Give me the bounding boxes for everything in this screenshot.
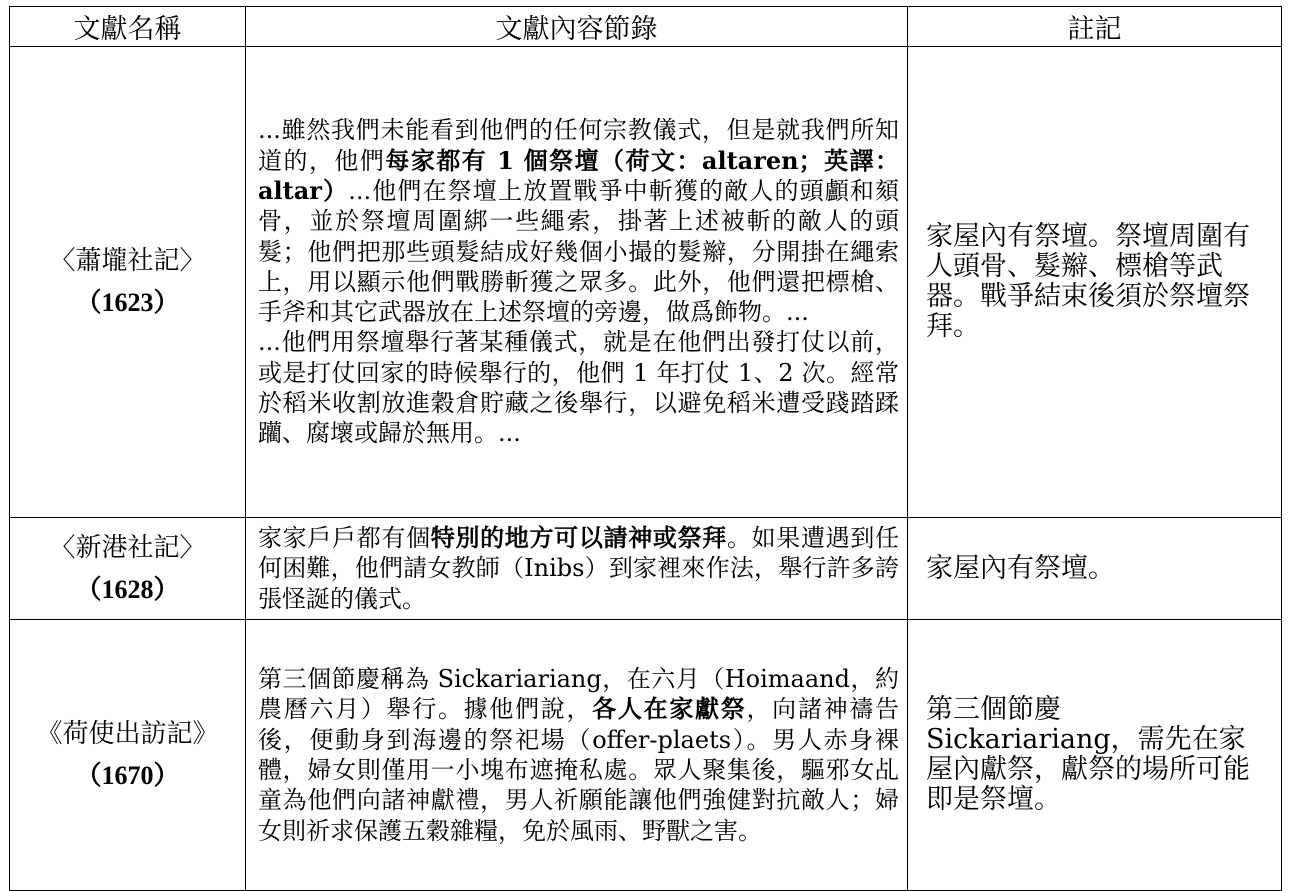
document-title: 〈蕭壠社記〉 — [49, 246, 206, 276]
document-title: 〈新港社記〉 — [49, 532, 206, 563]
literature-table — [9, 6, 1282, 891]
excerpt-text: 家家戶戶都有個 — [258, 524, 431, 553]
document-name-cell — [10, 620, 246, 891]
note-cell — [908, 47, 1282, 518]
header-content-excerpt: 文獻內容節錄 — [246, 7, 908, 47]
excerpt-text: 。如果遭遇到任何困難，他們請女教師（Inibs）到家裡來作法，舉行許多誇張怪誕的儀式。 — [258, 524, 900, 613]
note-cell — [908, 620, 1282, 891]
content-excerpt-cell — [246, 518, 908, 620]
table-row — [10, 620, 1282, 891]
document-title: 《荷使出訪記》 — [36, 719, 219, 749]
excerpt-text: ...他們在祭壇上放置戰爭中斬獲的敵人的頭顱和頦骨，並於祭壇周圍綁一些繩索，掛著上述被斬的敵人的頭髮；他們把那些頭髮結成好幾個小撮的髮辮，分開掛在繩索上，用以顯示他們戰勝斬獲之眾多。此外，他們還把標槍、手斧和其它武器放在上述祭壇的旁邊，做爲飾物。... — [258, 176, 900, 327]
excerpt-emphasis: 每家都有 1 個祭壇（荷文：altaren；英譯：altar） — [258, 145, 900, 205]
table-row — [10, 518, 1282, 620]
header-notes: 註記 — [908, 7, 1282, 47]
excerpt-emphasis: 各人在家獻祭 — [592, 694, 747, 724]
note-text: 第三個節慶 Sickariariang，需先在家屋內獻祭，獻祭的場所可能即是祭壇。 — [926, 694, 1250, 815]
table-header-row — [10, 7, 1282, 47]
excerpt-text: 第三個節慶稱為 Sickariariang，在六月（Hoimaand，約農曆六月）舉行。據他們說， — [258, 665, 899, 724]
document-name-cell — [10, 47, 246, 518]
note-text: 家屋內有祭壇。祭壇周圍有人頭骨、髮辮、標槍等武器。戰爭結束後須於祭壇祭拜。 — [926, 221, 1250, 342]
document-name-cell — [10, 518, 246, 620]
excerpt-text: ...他們用祭壇舉行著某種儀式，就是在他們出發打仗以前，或是打仗回家的時候舉行的，他們 1 年打仗 1、2 次。經常於稻米收割放進穀倉貯藏之後舉行，以避免稻米遭受踐踏蹂躪、腐壞或歸於無用。... — [258, 328, 899, 448]
document-year: （1628） — [75, 574, 180, 604]
excerpt-text: ...雖然我們未能看到他們的任何宗教儀式，但是就我們所知道的，他們 — [258, 116, 899, 175]
document-year: （1623） — [75, 288, 180, 317]
note-cell — [908, 518, 1282, 620]
content-excerpt-cell — [246, 620, 908, 891]
content-excerpt-cell — [246, 47, 908, 518]
header-document-name: 文獻名稱 — [10, 7, 246, 47]
note-text: 家屋內有祭壇。 — [926, 552, 1115, 584]
document-year: （1670） — [75, 761, 180, 790]
excerpt-emphasis: 特別的地方可以請神或祭拜 — [430, 523, 727, 553]
table-row — [10, 47, 1282, 518]
excerpt-text: ，向諸神禱告後，便動身到海邊的祭祀場（offer-plaets）。男人赤身裸體，婦女則僅用一小塊布遮掩私處。眾人聚集後，驅邪女乩童為他們向諸神獻禮，男人祈願能讓他們強健對抗敵人；婦女則祈求保護五穀雜糧，免於風雨、野獸之害。 — [258, 695, 900, 845]
